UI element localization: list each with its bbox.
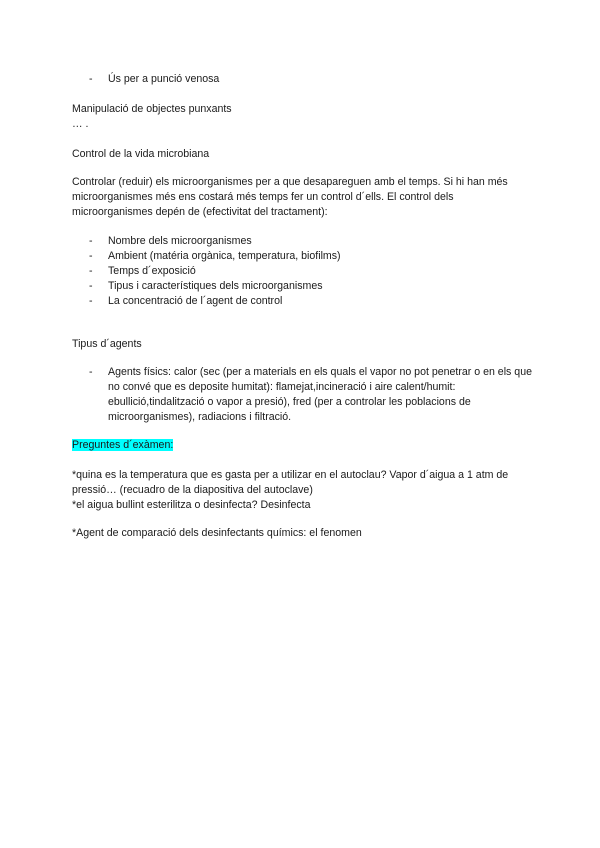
exam-question-3: *Agent de comparació dels desinfectants químics: el fenomen: [72, 527, 362, 539]
agents-list: [72, 365, 534, 425]
list-item: - La concentració de l´agent de control: [72, 294, 532, 309]
list-item: - Tipus i característiques dels microorganismes: [72, 279, 532, 294]
list-item: - Temps d´exposició: [72, 264, 532, 279]
list-item: - Ambient (matéria orgànica, temperatura, biofilms): [72, 249, 532, 264]
top-bullet-list: [72, 72, 532, 87]
paragraph-control: Controlar (reduir) els microorganismes per a que desapareguen amb el temps. Si hi han més microorganismes més ens costará més temps fer un control d´ells. El control dels microorganismes depén de (efectivitat del tractament):: [72, 176, 508, 218]
ellipsis-text: … .: [72, 118, 89, 130]
exam-heading: Preguntes d´exàmen:: [72, 439, 174, 451]
exam-question-2: *el aigua bullint esterilitza o desinfecta? Desinfecta: [72, 499, 311, 511]
control-factors-list: [72, 234, 532, 309]
exam-heading-line: [72, 438, 532, 453]
exam-question-1: *quina es la temperatura que es gasta per a utilizar en el autoclau? Vapor d´aigua a 1 atm de pressió… (recuadro de la diapositiva del autoclave): [72, 469, 509, 496]
list-item: - Ús per a punció venosa: [72, 72, 532, 87]
list-item: - Agents físics: calor (sec (per a materials en els quals el vapor no pot penetrar o en els que no convé que es deposite humitat): flamejat,incineració i aire calent/humit: ebullició,tindalització o vapor a presió), fred (per a controlar les poblacions de microorganismes), radiacions i filtració.: [72, 365, 534, 425]
heading-control: Control de la vida microbiana: [72, 148, 210, 160]
heading-agents: Tipus d´agents: [72, 338, 142, 350]
heading-punxants: Manipulació de objectes punxants: [72, 103, 232, 115]
list-item: - Nombre dels microorganismes: [72, 234, 532, 249]
